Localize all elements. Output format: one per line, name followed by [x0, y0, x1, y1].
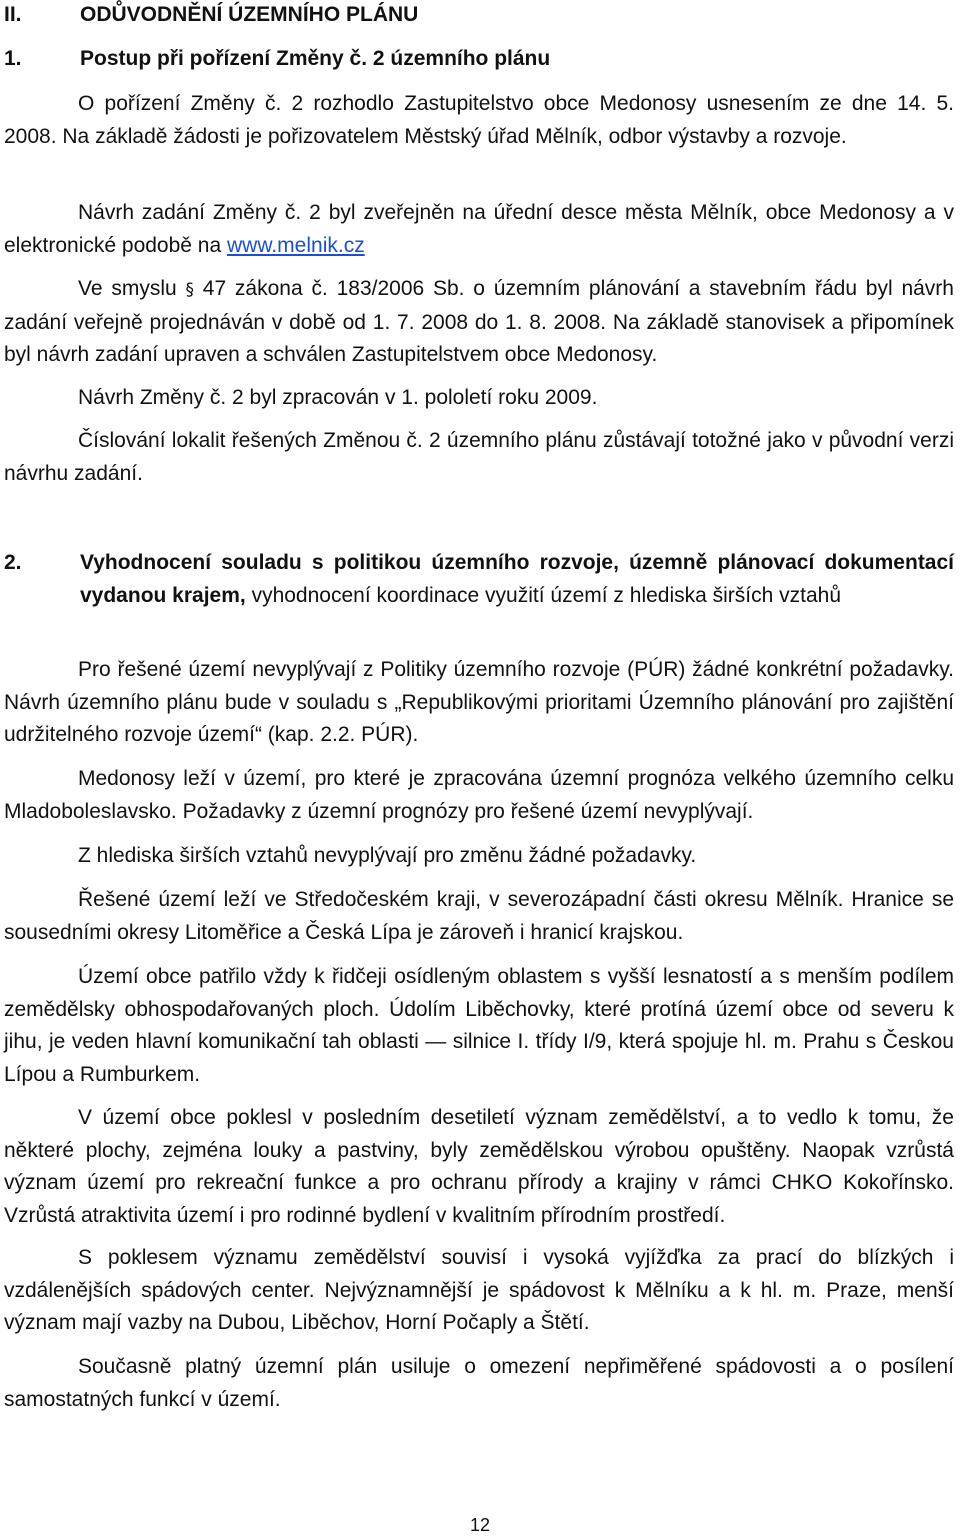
paragraph: V území obce poklesl v posledním desetiletí význam zemědělství, a to vedlo k tomu, že některé plochy, zejména louky a pastviny, byly zemědělskou výrobou opuštěny. Naopak vzrůstá význam území pro rekreační funkce a pro ochranu přírody a krajiny v rámci CHKO Kokořínsko. Vzrůstá atraktivita území i pro rodinné bydlení v kvalitním přírodním prostředí.: [4, 1106, 954, 1227]
section-sign: §: [185, 280, 194, 300]
heading-rest-text: vyhodnocení koordinace využití území z hlediska širších vztahů: [245, 583, 842, 607]
heading-text: Postup při pořízení Změny č. 2 územního plánu: [80, 47, 551, 70]
paragraph: Současně platný územní plán usiluje o omezení nepřiměřené spádovosti a o posílení samostatných funkcí v území.: [4, 1355, 954, 1411]
paragraph: Medonosy leží v území, pro které je zpracována územní prognóza velkého územního celku Mladoboleslavsko. Požadavky z územní prognózy pro řešené území nevyplývají.: [4, 767, 954, 823]
heading-bold-text: Vyhodnocení souladu s politikou územního rozvoje, územně plánovací dokumentací vydanou krajem,: [80, 551, 954, 607]
paragraph: O pořízení Změny č. 2 rozhodlo Zastupitelstvo obce Medonosy usnesením ze dne 14. 5. 2008. Na základě žádosti je pořizovatelem Městský úřad Mělník, odbor výstavby a rozvoje.: [4, 92, 954, 148]
section-heading-2: [4, 547, 954, 612]
heading-text: [80, 547, 954, 612]
paragraph: [4, 197, 954, 262]
paragraph: [4, 273, 954, 372]
web-link[interactable]: www.melnik.cz: [227, 233, 365, 257]
paragraph: Řešené území leží ve Středočeském kraji, v severozápadní části okresu Mělník. Hranice se sousedními okresy Litoměřice a Česká Lípa je zároveň i hranicí krajskou.: [4, 888, 954, 944]
paragraph: Návrh Změny č. 2 byl zpracován v 1. pololetí roku 2009.: [78, 386, 598, 409]
heading-number: II.: [4, 3, 22, 26]
paragraph: S poklesem významu zemědělství souvisí i vysoká vyjížďka za prací do blízkých i vzdálenějších spádových center. Nejvýznamnější je spádovost k Mělníku a k hl. m. Praze, menší význam mají vazby na Dubou, Liběchov, Horní Počaply a Štětí.: [4, 1246, 954, 1334]
page-number: 12: [469, 1515, 491, 1535]
heading-number: 2.: [4, 551, 22, 574]
paragraph-text: Návrh zadání Změny č. 2 byl zveřejněn na úřední desce města Mělník, obce Medonosy a v elektronické podobě na: [4, 201, 954, 257]
paragraph-text: Ve smyslu: [78, 277, 186, 300]
paragraph: Číslování lokalit řešených Změnou č. 2 územního plánu zůstávají totožné jako v původní verzi návrhu zadání.: [4, 429, 954, 485]
paragraph: Pro řešené území nevyplývají z Politiky územního rozvoje (PÚR) žádné konkrétní požadavky. Návrh územního plánu bude v souladu s „Republikovými prioritami Územního plánování pro zajištění udržitelného rozvoje území“ (kap. 2.2. PÚR).: [4, 658, 954, 746]
heading-text: ODŮVODNĚNÍ ÚZEMNÍHO PLÁNU: [80, 3, 419, 26]
heading-number: 1.: [4, 47, 22, 70]
paragraph: Z hlediska širších vztahů nevyplývají pro změnu žádné požadavky.: [78, 844, 697, 867]
paragraph-text: 47 zákona č. 183/2006 Sb. o územním plánování a stavebním řádu byl návrh zadání veřejně projednáván v době od 1. 7. 2008 do 1. 8. 2008. Na základě stanovisek a připomínek byl návrh zadání upraven a schválen Zastupitelstvem obce Medonosy.: [4, 277, 954, 366]
paragraph: Území obce patřilo vždy k řidčeji osídleným oblastem s vyšší lesnatostí a s menším podílem zemědělsky obhospodařovaných ploch. Údolím Liběchovky, které protíná území obce od severu k jihu, je veden hlavní komunikační tah oblasti — silnice I. třídy I/9, která spojuje hl. m. Prahu s Českou Lípou a Rumburkem.: [4, 965, 954, 1086]
